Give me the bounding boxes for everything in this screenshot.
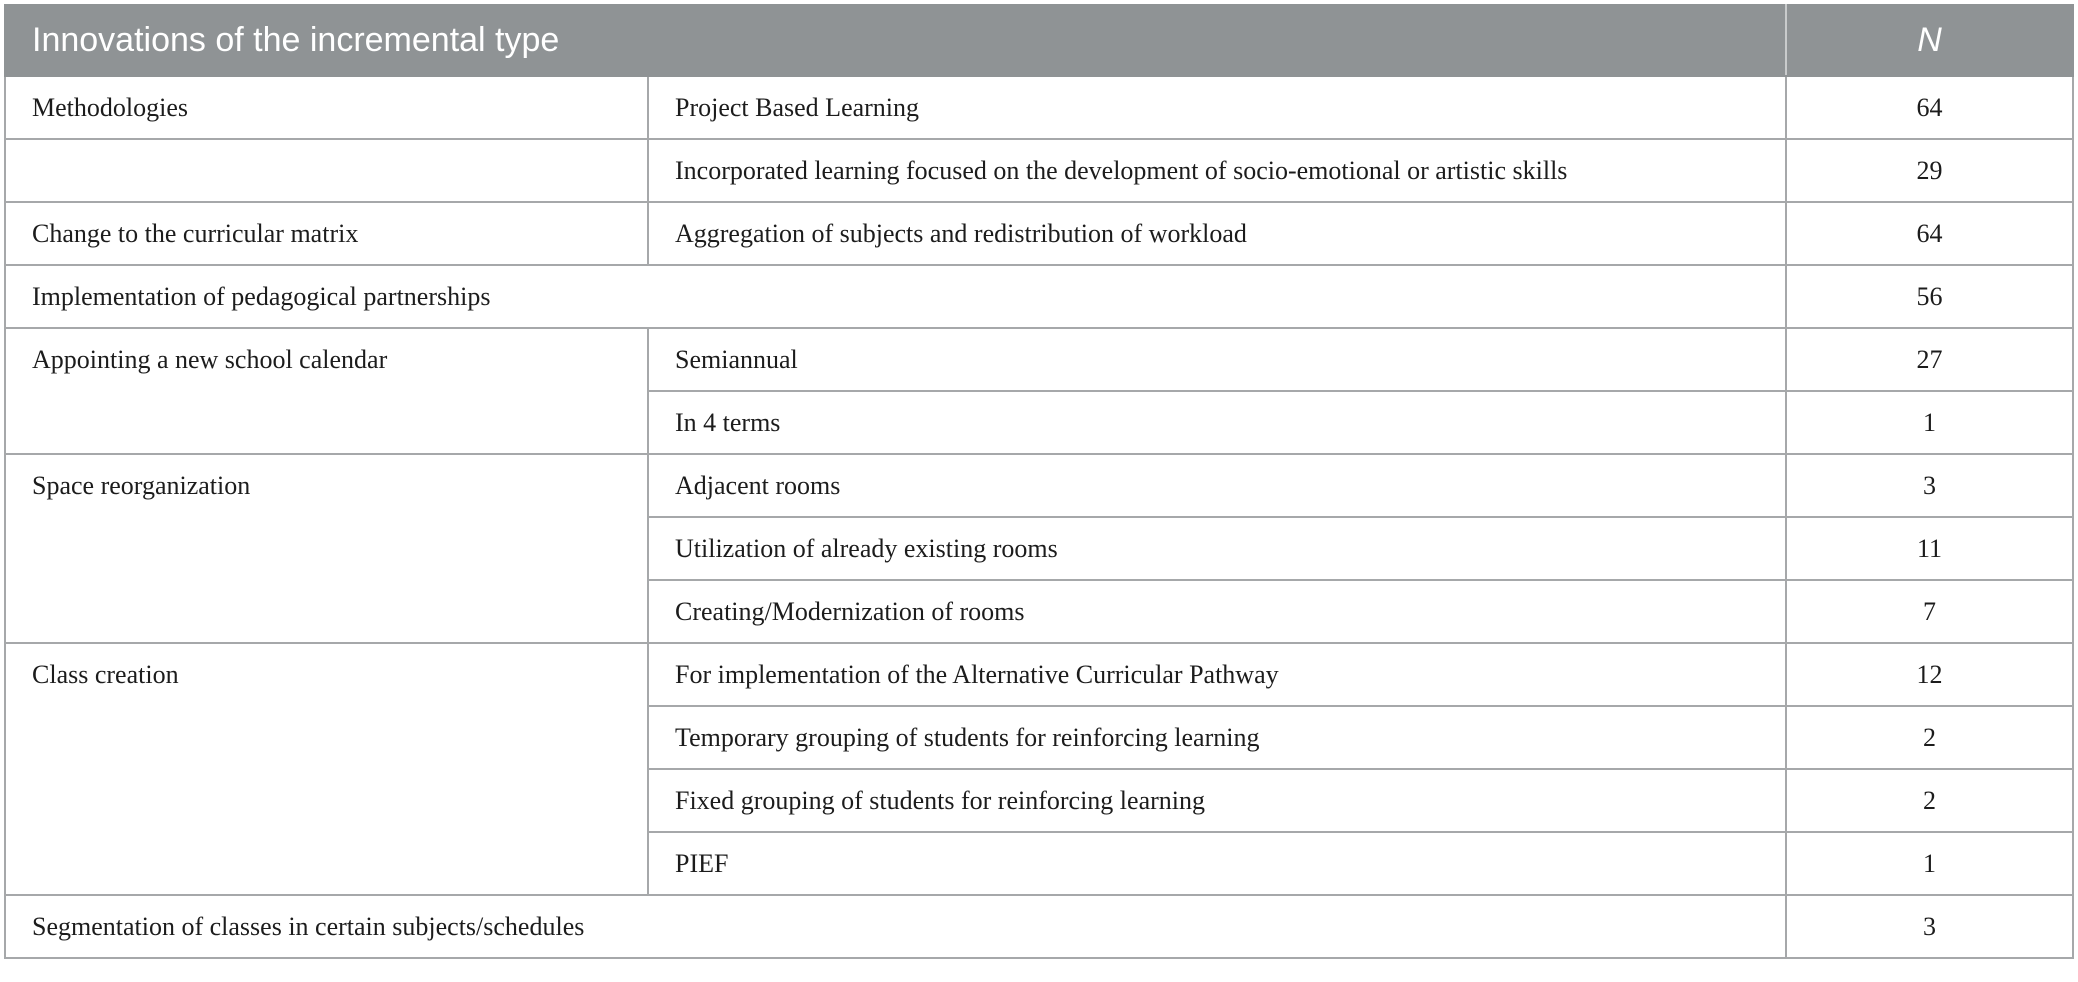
category-empty-cell [5, 139, 648, 202]
item-count: 11 [1786, 517, 2073, 580]
category-class-creation: Class creation [5, 643, 648, 895]
item-count: 1 [1786, 832, 2073, 895]
table-row [5, 265, 2073, 328]
item-label: Adjacent rooms [648, 454, 1786, 517]
item-label: Aggregation of subjects and redistribution of workload [648, 202, 1786, 265]
innovations-table-container [4, 4, 2072, 959]
category-segmentation: Segmentation of classes in certain subjects/schedules [5, 895, 1786, 958]
category-curricular-matrix: Change to the curricular matrix [5, 202, 648, 265]
item-label: Utilization of already existing rooms [648, 517, 1786, 580]
item-label: Incorporated learning focused on the development of socio-emotional or artistic skills [648, 139, 1786, 202]
item-count: 7 [1786, 580, 2073, 643]
table-row [5, 202, 2073, 265]
table-header-row [5, 5, 2073, 76]
item-label: In 4 terms [648, 391, 1786, 454]
item-label: Project Based Learning [648, 76, 1786, 139]
item-count: 2 [1786, 769, 2073, 832]
item-count: 64 [1786, 76, 2073, 139]
header-n: N [1786, 5, 2073, 76]
item-count: 3 [1786, 895, 2073, 958]
item-label: PIEF [648, 832, 1786, 895]
item-count: 64 [1786, 202, 2073, 265]
item-label: Creating/Modernization of rooms [648, 580, 1786, 643]
innovations-table [4, 4, 2074, 959]
item-label: Semiannual [648, 328, 1786, 391]
item-label: Fixed grouping of students for reinforcing learning [648, 769, 1786, 832]
category-school-calendar: Appointing a new school calendar [5, 328, 648, 454]
table-row [5, 895, 2073, 958]
category-pedagogical-partnerships: Implementation of pedagogical partnerships [5, 265, 1786, 328]
header-innovations: Innovations of the incremental type [5, 5, 1786, 76]
item-count: 2 [1786, 706, 2073, 769]
category-methodologies: Methodologies [5, 76, 648, 139]
table-row [5, 328, 2073, 391]
item-label: For implementation of the Alternative Curricular Pathway [648, 643, 1786, 706]
item-count: 12 [1786, 643, 2073, 706]
item-label: Temporary grouping of students for reinforcing learning [648, 706, 1786, 769]
item-count: 56 [1786, 265, 2073, 328]
item-count: 1 [1786, 391, 2073, 454]
item-count: 3 [1786, 454, 2073, 517]
item-count: 27 [1786, 328, 2073, 391]
category-space-reorganization: Space reorganization [5, 454, 648, 643]
table-row [5, 643, 2073, 706]
table-row [5, 454, 2073, 517]
table-row [5, 76, 2073, 139]
table-row [5, 139, 2073, 202]
item-count: 29 [1786, 139, 2073, 202]
